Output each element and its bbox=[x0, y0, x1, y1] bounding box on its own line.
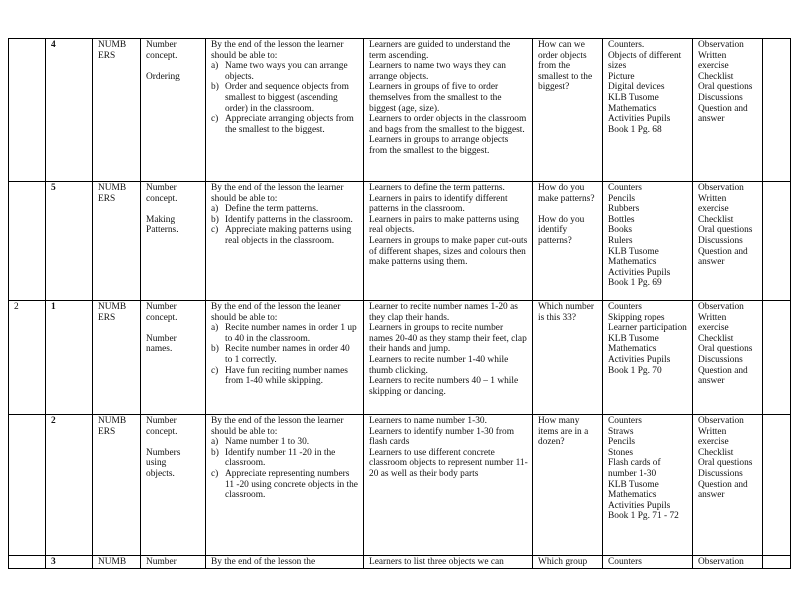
strand-line: ERS bbox=[98, 193, 116, 204]
lesson-cell: 3 bbox=[46, 556, 93, 569]
substrand-line: Patterns. bbox=[146, 225, 179, 236]
learning-outcomes-cell bbox=[206, 39, 364, 182]
learning-experiences-cell bbox=[364, 556, 533, 569]
assessment-line: Observation bbox=[698, 416, 744, 426]
outcome-marker: c) bbox=[211, 114, 219, 125]
assessment-line: Oral questions bbox=[698, 82, 753, 93]
key-inquiry-cell bbox=[533, 415, 603, 556]
substrand-line: concept. bbox=[146, 193, 178, 204]
outcomes-intro: By the end of the lesson the leaner should be able to: bbox=[211, 302, 341, 323]
remarks-cell bbox=[763, 415, 791, 556]
key-inquiry-cell bbox=[533, 301, 603, 415]
table-row bbox=[9, 301, 791, 415]
outcome-item bbox=[211, 61, 359, 82]
experience-line: Learners to name two ways they can arrange objects. bbox=[369, 61, 506, 82]
assessment-line: Oral questions bbox=[698, 458, 753, 469]
substrand-line: Number bbox=[146, 557, 177, 567]
strand-cell bbox=[93, 556, 141, 569]
substrand-line: concept. bbox=[146, 426, 178, 437]
week-cell bbox=[9, 182, 46, 301]
assessment-line: Observation bbox=[698, 302, 744, 312]
experience-line: Learners to recite number 1-40 while thumb clicking. bbox=[369, 354, 509, 376]
outcome-text: Recite number names in order 1 up to 40 in the classroom. bbox=[225, 323, 357, 344]
resources-cell bbox=[603, 182, 693, 301]
strand-line: NUMB bbox=[98, 302, 127, 312]
outcomes-intro: By the end of the lesson the learner should be able to: bbox=[211, 416, 344, 437]
substrand-line: Number bbox=[146, 416, 177, 426]
substrand-line: Numbers bbox=[146, 447, 181, 458]
experience-line: Learners in groups to recite number names 20-40 as they stamp their feet, clap their hands and jump. bbox=[369, 323, 527, 355]
assessment-line: Question and answer bbox=[698, 365, 748, 387]
assessment-line: Observation bbox=[698, 40, 744, 50]
remarks-cell bbox=[763, 556, 791, 569]
strand-line: NUMB bbox=[98, 183, 127, 193]
resource-line: Counters bbox=[608, 557, 642, 567]
strand-line: ERS bbox=[98, 50, 116, 61]
resources-cell bbox=[603, 301, 693, 415]
outcome-item bbox=[211, 366, 359, 387]
strand-cell bbox=[93, 39, 141, 182]
key-inquiry-cell bbox=[533, 39, 603, 182]
assessment-line: Discussions bbox=[698, 354, 743, 365]
outcome-marker: a) bbox=[211, 204, 219, 215]
strand-line: ERS bbox=[98, 312, 116, 323]
outcome-item bbox=[211, 448, 359, 469]
strand-line: NUMB bbox=[98, 416, 127, 426]
resource-line: Straws bbox=[608, 426, 634, 437]
learning-experiences-cell bbox=[364, 182, 533, 301]
table-row bbox=[9, 556, 791, 569]
experience-line: Learners in pairs to make patterns using real objects. bbox=[369, 214, 519, 236]
outcome-marker: b) bbox=[211, 447, 219, 458]
experience-line: Learners to name number 1-30. bbox=[369, 416, 487, 426]
week-cell: 2 bbox=[9, 301, 46, 415]
learning-experiences-cell bbox=[364, 301, 533, 415]
assessment-line: Written exercise bbox=[698, 426, 729, 448]
outcome-marker: c) bbox=[211, 468, 219, 479]
resources-cell bbox=[603, 556, 693, 569]
outcome-marker: a) bbox=[211, 437, 219, 448]
strand-cell bbox=[93, 415, 141, 556]
outcome-marker: c) bbox=[211, 225, 219, 236]
assessment-line: Discussions bbox=[698, 235, 743, 246]
substrand-line: Number bbox=[146, 333, 177, 344]
inquiry-line bbox=[538, 204, 598, 215]
substrand-line: Ordering bbox=[146, 71, 180, 82]
assessment-cell bbox=[693, 301, 763, 415]
resource-line: Counters bbox=[608, 302, 642, 312]
resource-line: Books bbox=[608, 225, 632, 236]
scheme-of-work-table bbox=[8, 38, 791, 569]
remarks-cell bbox=[763, 301, 791, 415]
substrand-line bbox=[146, 437, 201, 448]
resource-line: Skipping ropes bbox=[608, 312, 665, 323]
outcome-item bbox=[211, 82, 359, 114]
substrand-line: Number bbox=[146, 183, 177, 193]
substrand-line: concept. bbox=[146, 312, 178, 323]
lesson-cell: 1 bbox=[46, 301, 93, 415]
experience-line: Learners in groups of five to order themselves from the smallest to the biggest (age, size). bbox=[369, 82, 502, 114]
resource-line: Digital devices bbox=[608, 82, 665, 93]
strand-line: ERS bbox=[98, 426, 116, 437]
learning-outcomes-cell bbox=[206, 415, 364, 556]
substrand-line: Making bbox=[146, 214, 176, 225]
outcome-marker: c) bbox=[211, 365, 219, 376]
assessment-line: Checklist bbox=[698, 214, 734, 225]
learning-outcomes-cell bbox=[206, 556, 364, 569]
substrand-cell bbox=[141, 556, 206, 569]
resource-line: Counters bbox=[608, 183, 642, 193]
assessment-cell bbox=[693, 182, 763, 301]
substrand-line bbox=[146, 323, 201, 334]
experience-line: Learners in groups to make paper cut-outs of different shapes, sizes and colours then make patterns using them. bbox=[369, 235, 528, 268]
resource-line: KLB Tusome Mathematics Activities Pupils Book 1 Pg. 68 bbox=[608, 92, 671, 135]
outcome-item bbox=[211, 344, 359, 365]
inquiry-line: How do you identify patterns? bbox=[538, 214, 585, 246]
assessment-line: Observation bbox=[698, 557, 744, 567]
resources-cell bbox=[603, 39, 693, 182]
assessment-line: Checklist bbox=[698, 71, 734, 82]
inquiry-line: How do you make patterns? bbox=[538, 183, 595, 204]
substrand-cell bbox=[141, 301, 206, 415]
strand-cell bbox=[93, 301, 141, 415]
resource-line: KLB Tusome Mathematics Activities Pupils Book 1 Pg. 71 - 72 bbox=[608, 479, 679, 522]
outcome-item bbox=[211, 225, 359, 246]
outcome-marker: b) bbox=[211, 344, 219, 355]
assessment-cell bbox=[693, 415, 763, 556]
inquiry-line: How many items are in a dozen? bbox=[538, 416, 589, 448]
key-inquiry-cell bbox=[533, 556, 603, 569]
resource-line: Counters bbox=[608, 416, 642, 426]
outcome-text: Name two ways you can arrange objects. bbox=[225, 61, 348, 82]
assessment-line: Question and answer bbox=[698, 103, 748, 125]
resource-line: KLB Tusome Mathematics Activities Pupils Book 1 Pg. 69 bbox=[608, 246, 671, 289]
assessment-line: Oral questions bbox=[698, 344, 753, 355]
strand-line: NUMB bbox=[98, 557, 127, 567]
outcome-item bbox=[211, 469, 359, 501]
assessment-line: Written exercise bbox=[698, 50, 729, 72]
assessment-line: Written exercise bbox=[698, 193, 729, 215]
experience-line: Learners to define the term patterns. bbox=[369, 183, 505, 193]
substrand-line: Number bbox=[146, 40, 177, 50]
inquiry-line: Which number is this 33? bbox=[538, 302, 594, 323]
resource-line: Pencils bbox=[608, 193, 636, 204]
experience-line: Learners to order objects in the classroom and bags from the smallest to the biggest. bbox=[369, 114, 527, 135]
assessment-line: Discussions bbox=[698, 92, 743, 103]
experience-line: Learners in pairs to identify different patterns in the classroom. bbox=[369, 193, 508, 215]
outcome-text: Identify number 11 -20 in the classroom. bbox=[225, 447, 336, 469]
substrand-line: Number bbox=[146, 302, 177, 312]
outcome-text: Have fun reciting number names from 1-40 while skipping. bbox=[225, 365, 348, 387]
inquiry-line: How can we order objects from the smallest to the biggest? bbox=[538, 40, 593, 93]
resource-line: Learner participation bbox=[608, 323, 687, 334]
resource-line: Objects of different sizes bbox=[608, 50, 682, 72]
outcome-text: Recite number names in order 40 to 1 correctly. bbox=[225, 344, 350, 365]
substrand-line: names. bbox=[146, 344, 173, 355]
assessment-line: Checklist bbox=[698, 447, 734, 458]
resource-line: Pencils bbox=[608, 437, 636, 448]
resource-line: Rulers bbox=[608, 235, 633, 246]
resource-line: Bottles bbox=[608, 214, 635, 225]
outcomes-intro: By the end of the lesson the bbox=[211, 557, 316, 567]
experience-line: Learners are guided to understand the term ascending. bbox=[369, 40, 511, 61]
remarks-cell bbox=[763, 39, 791, 182]
learning-outcomes-cell bbox=[206, 301, 364, 415]
learning-experiences-cell bbox=[364, 415, 533, 556]
substrand-cell bbox=[141, 182, 206, 301]
week-cell bbox=[9, 415, 46, 556]
experience-line: Learners to list three objects we can bbox=[369, 557, 504, 567]
resource-line: KLB Tusome Mathematics Activities Pupils Book 1 Pg. 70 bbox=[608, 333, 671, 376]
assessment-line: Question and answer bbox=[698, 479, 748, 501]
lesson-cell: 4 bbox=[46, 39, 93, 182]
resource-line: Rubbers bbox=[608, 204, 640, 215]
experience-line: Learners to identify number 1-30 from flash cards bbox=[369, 426, 515, 448]
table-row bbox=[9, 39, 791, 182]
table-row bbox=[9, 415, 791, 556]
outcome-text: Appreciate representing numbers 11 -20 using concrete objects in the classroom. bbox=[225, 468, 358, 501]
outcome-marker: a) bbox=[211, 323, 219, 334]
outcome-item bbox=[211, 215, 359, 226]
resource-line: Picture bbox=[608, 71, 635, 82]
assessment-line: Checklist bbox=[698, 333, 734, 344]
substrand-line bbox=[146, 204, 201, 215]
resource-line: Flash cards of number 1-30 bbox=[608, 458, 661, 479]
substrand-line: concept. bbox=[146, 50, 178, 61]
resource-line: Counters. bbox=[608, 40, 645, 50]
outcome-item bbox=[211, 323, 359, 344]
experience-line: Learner to recite number names 1-20 as they clap their hands. bbox=[369, 302, 518, 323]
outcome-item bbox=[211, 114, 359, 135]
strand-cell bbox=[93, 182, 141, 301]
strand-line: NUMB bbox=[98, 40, 127, 50]
lesson-cell: 2 bbox=[46, 415, 93, 556]
resource-line: Stones bbox=[608, 447, 634, 458]
experience-line: Learners in groups to arrange objects from the smallest to the biggest. bbox=[369, 135, 509, 156]
outcome-text: Order and sequence objects from smallest to biggest (ascending order) in the classroom. bbox=[225, 82, 349, 114]
substrand-cell bbox=[141, 39, 206, 182]
substrand-line bbox=[146, 61, 201, 72]
table-row bbox=[9, 182, 791, 301]
experience-line: Learners to use different concrete classroom objects to represent number 11-20 as well as their body parts bbox=[369, 447, 528, 479]
assessment-line: Discussions bbox=[698, 468, 743, 479]
outcome-text: Appreciate making patterns using real objects in the classroom. bbox=[225, 225, 352, 246]
outcome-text: Appreciate arranging objects from the smallest to the biggest. bbox=[225, 114, 354, 135]
assessment-cell bbox=[693, 556, 763, 569]
assessment-line: Written exercise bbox=[698, 312, 729, 334]
outcome-text: Name number 1 to 30. bbox=[225, 437, 310, 448]
assessment-cell bbox=[693, 39, 763, 182]
substrand-line: using bbox=[146, 458, 167, 469]
outcome-text: Identify patterns in the classroom. bbox=[225, 214, 353, 225]
outcomes-intro: By the end of the lesson the learner should be able to: bbox=[211, 183, 344, 204]
learning-experiences-cell bbox=[364, 39, 533, 182]
assessment-line: Observation bbox=[698, 183, 744, 193]
week-cell bbox=[9, 556, 46, 569]
substrand-cell bbox=[141, 415, 206, 556]
assessment-line: Oral questions bbox=[698, 225, 753, 236]
week-cell bbox=[9, 39, 46, 182]
experience-line: Learners to recite numbers 40 – 1 while skipping or dancing. bbox=[369, 376, 519, 397]
remarks-cell bbox=[763, 182, 791, 301]
substrand-line: objects. bbox=[146, 468, 175, 479]
outcome-item bbox=[211, 204, 359, 215]
outcome-marker: b) bbox=[211, 82, 219, 93]
outcomes-intro: By the end of the lesson the learner should be able to: bbox=[211, 40, 344, 61]
lesson-cell: 5 bbox=[46, 182, 93, 301]
inquiry-line: Which group bbox=[538, 557, 588, 567]
outcome-marker: a) bbox=[211, 61, 219, 72]
learning-outcomes-cell bbox=[206, 182, 364, 301]
key-inquiry-cell bbox=[533, 182, 603, 301]
outcome-text: Define the term patterns. bbox=[225, 204, 319, 215]
outcome-marker: b) bbox=[211, 214, 219, 225]
resources-cell bbox=[603, 415, 693, 556]
assessment-line: Question and answer bbox=[698, 246, 748, 268]
outcome-item bbox=[211, 437, 359, 448]
